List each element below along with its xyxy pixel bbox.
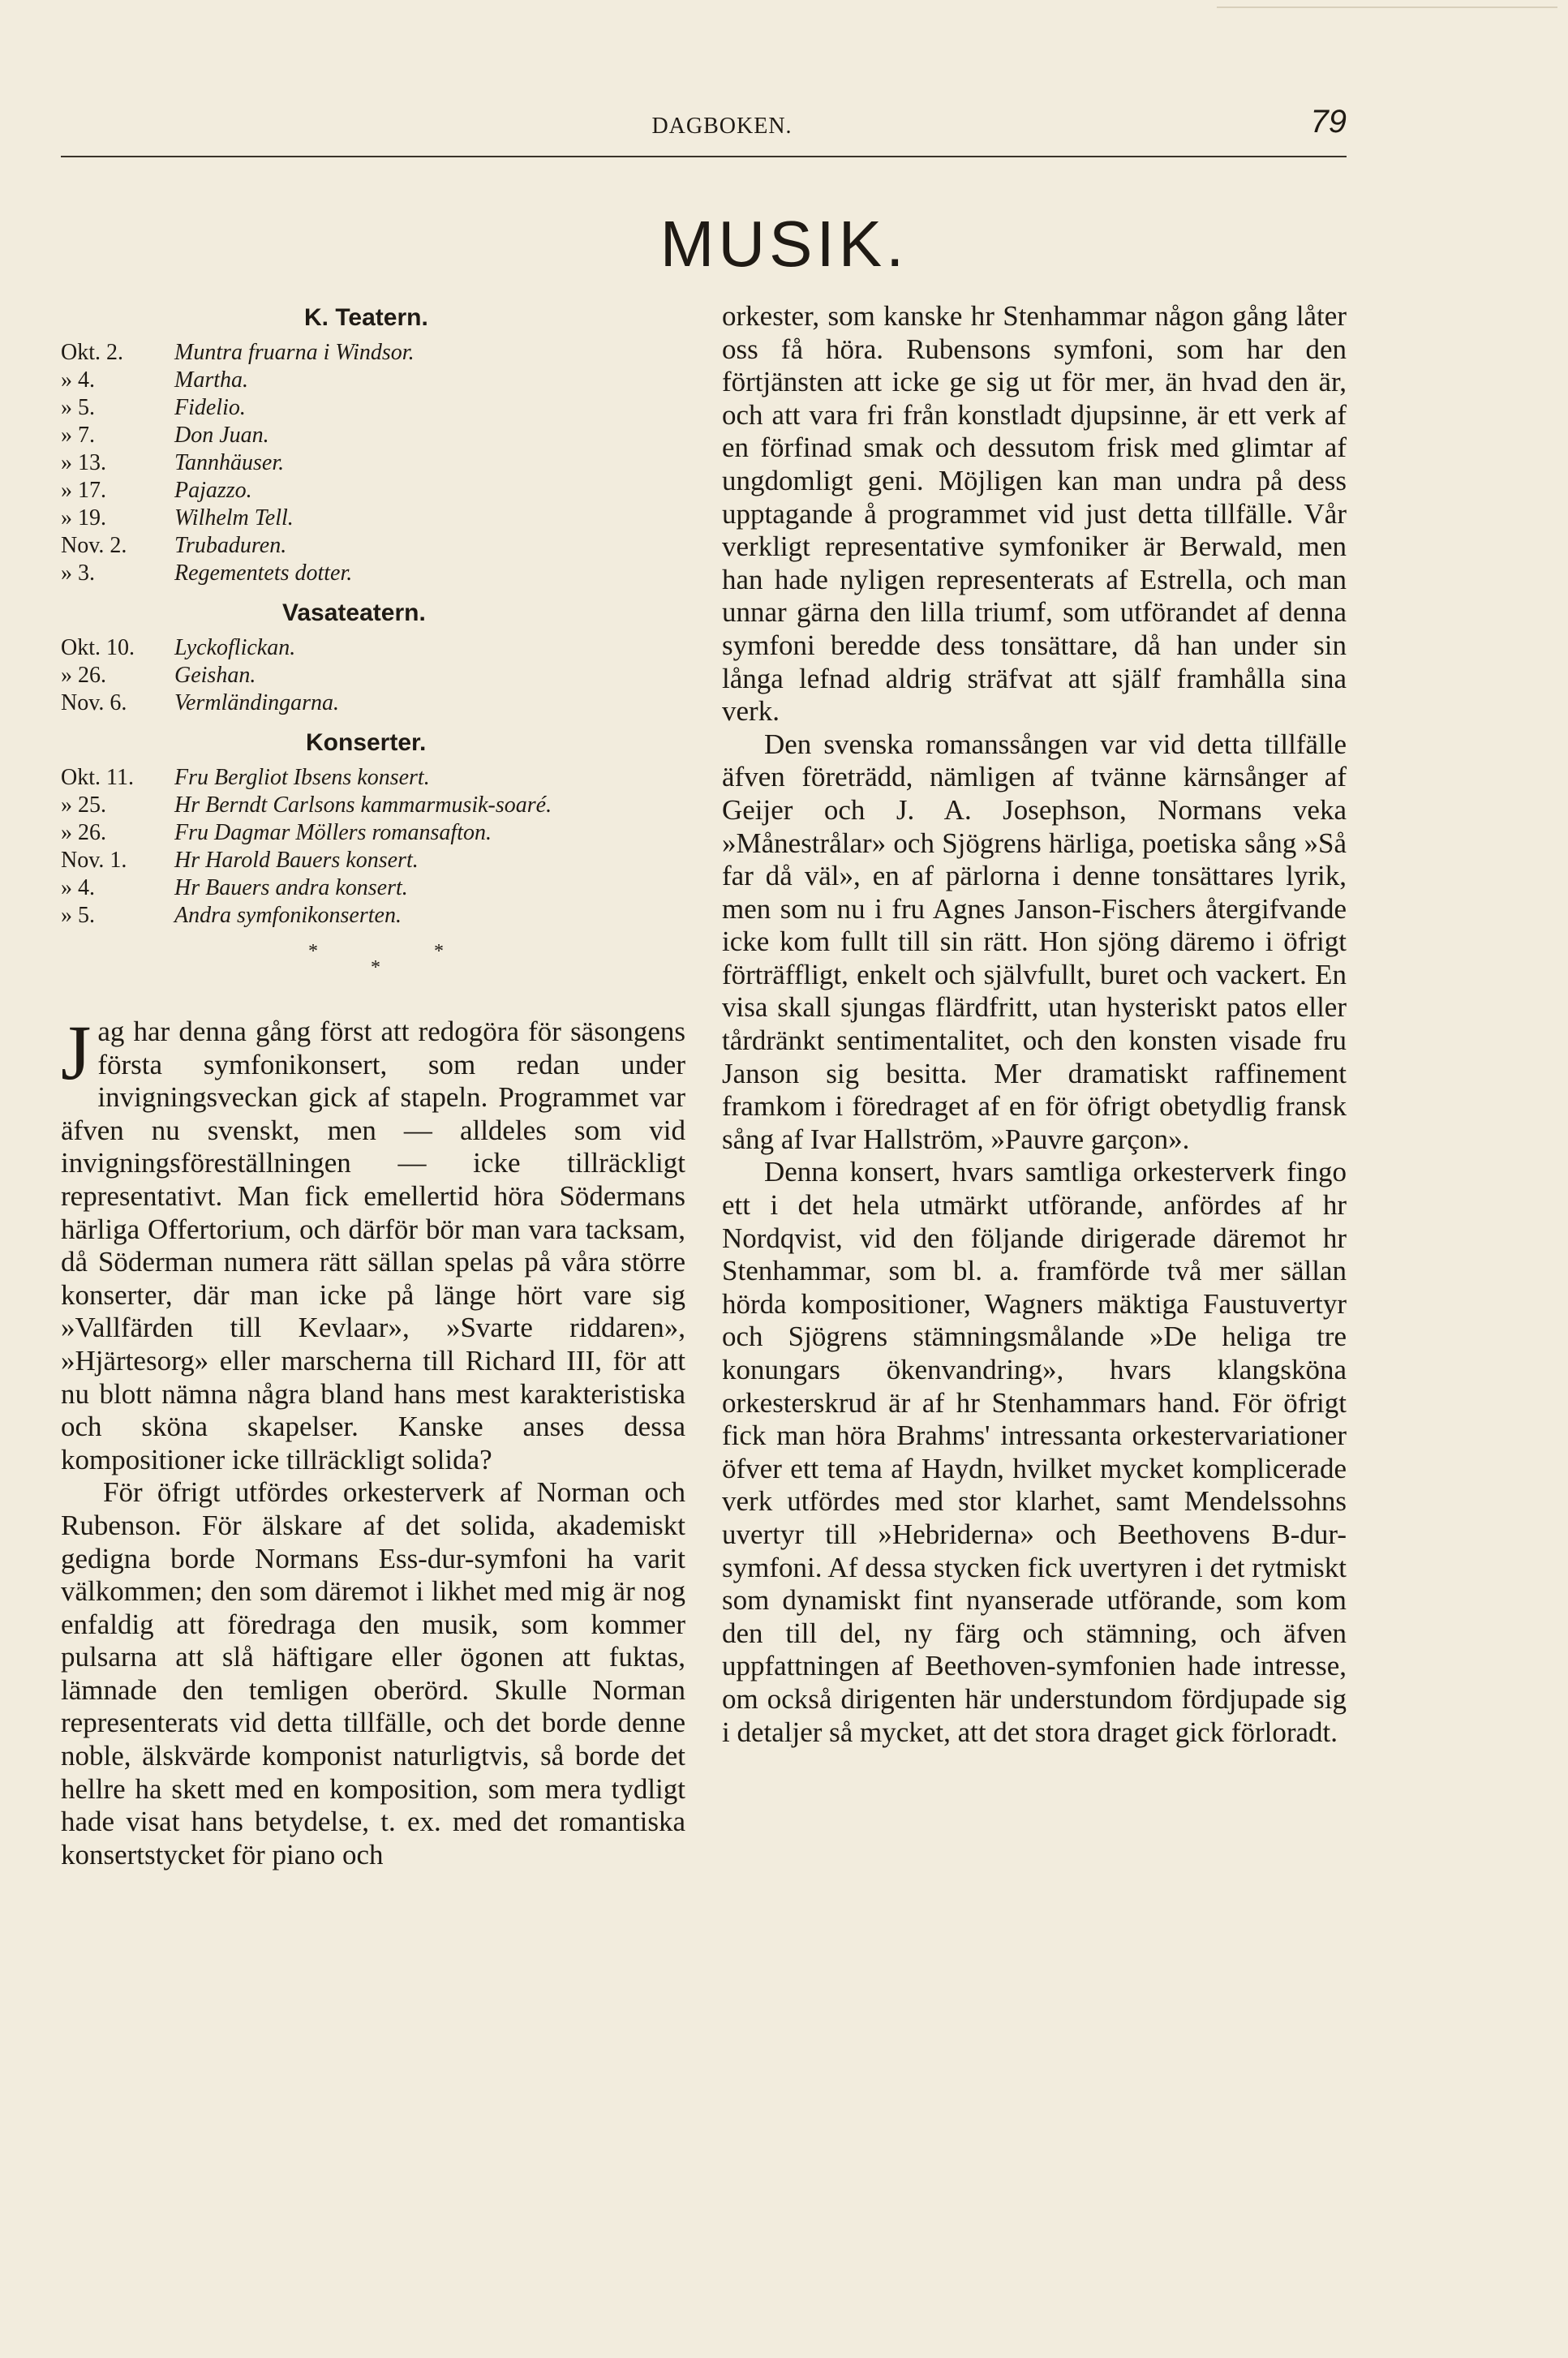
list-item — [61, 449, 685, 477]
listing-title: Tannhäuser. — [174, 450, 285, 475]
listing-date: » 19. — [61, 505, 106, 530]
list-item — [61, 532, 685, 560]
list-item — [61, 819, 685, 847]
page-title: MUSIK. — [659, 208, 909, 280]
listing-title: Vermländingarna. — [174, 690, 339, 715]
listing-title: Geishan. — [174, 663, 256, 688]
paragraph: Denna konsert, hvars samtliga orkesterverk fingo ett i det hela utmärkt utförande, anfördes af hr Nordqvist, vid den följande dirigerade däremot hr Stenhammar, som bl. a. framförde två mer sällan hörda kompositioner, Wagners mäktiga Faustuvertyr och Sjögrens stämningsmålande »De heliga tre konungars ökenvandring», hvars klangsköna orkesterskrud är af hr Stenhammars hand. För öfrigt fick man höra Brahms' intressanta orkestervariationer öfver ett tema af Haydn, hvilket mycket komplicerade verk utfördes med stor klarhet, samt Mendelssohns uvertyr till »Hebriderna» och Beethovens B-dur-symfoni. Af dessa stycken fick uvertyren i det rytmiskt som dynamiskt fint nyanserade utförande, som kom den till del, ny färg och stämning, och äfven uppfattningen af Beethoven-symfonien hade intresse, om också dirigenten här understundom fördjupade sig i detaljer så mycket, att det stora draget gick förloradt. — [722, 1156, 1347, 1748]
listing-title: Andra symfonikonserten. — [174, 903, 402, 928]
paragraph: orkester, som kanske hr Stenhammar någon gång låter oss få höra. Rubensons symfoni, som har den förtjänsten att icke ge sig ut för mer, än hvad den är, och att vara fri från konstladt djupsinne, är ett verk af en förfinad smak och dessutom frisk med glimtar af ungdomligt geni. Möjligen kan man undra på dess upptagande å programmet vid just detta tillfälle. Vår verkligt representative symfoniker är Berwald, men han hade nyligen representerats af Estrella, och man unnar gärna den lilla triumf, som utförandet af denna symfoni beredde dess tonsättare, då han under sin långa lefnad aldrig sträfvat att själf framhålla sina verk. — [722, 300, 1347, 728]
listing-title: Pajazzo. — [174, 478, 252, 503]
paragraph: För öfrigt utfördes orkesterverk af Norman och Rubenson. För älskare af det solida, akademiskt gedigna borde Normans Ess-dur-symfoni ha varit välkommen; den som däremot i likhet med mig är nog enfaldig att föredraga den musik, som kommer pulsarna att slå häftigare eller ögonen att fuktas, lämnade den temligen oberörd. Skulle Norman representerats vid detta tillfälle, och det borde denne noble, älskvärde komponist naturligtvis, så borde det hellre ha skett med en komposition, som mera tydligt hade visat hans betydelse, t. ex. med det romantiska konsertstycket för piano och — [61, 1476, 685, 1871]
listing-date: » 7. — [61, 423, 95, 448]
vasateatern-heading: Vasateatern. — [282, 599, 426, 626]
listing-title: Fru Dagmar Möllers romansafton. — [174, 820, 492, 845]
list-item — [61, 634, 685, 662]
paragraph-text: ag har denna gång först att redogöra för säsongens första symfonikonsert, som redan under invigningsveckan gick af stapeln. Programmet var äfven nu svenskt, men — alldeles som vid invigningsföreställningen — icke tillräckligt representativt. Man fick emellertid höra Södermans härliga Offertorium, och därför bör man vara tacksam, då Söderman numera rätt sällan spelas på våra större konserter, där man icke på länge hört vare sig »Vallfärden till Kevlaar», »Svarte riddaren», »Hjärtesorg» eller marscherna till Richard III, för att nu blott nämna några bland hans mest karakteristiska och sköna skapelser. Kanske anses dessa kompositioner icke tillräckligt solida? — [61, 1016, 685, 1475]
page-header — [61, 104, 1347, 154]
right-column — [722, 300, 1347, 1749]
list-item — [61, 874, 685, 902]
konserter-heading: Konserter. — [306, 729, 427, 756]
list-item — [61, 847, 685, 874]
listing-title: Fru Bergliot Ibsens konsert. — [174, 765, 430, 790]
list-item — [61, 764, 685, 792]
k-teatern-listing — [61, 339, 685, 587]
listing-date: Okt. 2. — [61, 340, 123, 365]
page-number: 79 — [1310, 104, 1347, 140]
listing-date: » 17. — [61, 478, 106, 503]
listing-title: Trubaduren. — [174, 533, 287, 558]
running-head: DAGBOKEN. — [651, 114, 793, 139]
paragraph: Den svenska romanssången var vid detta tillfälle äfven företrädd, nämligen af tvänne kärnsånger af Geijer och J. A. Josephson, Normans veka »Månestrålar» och Sjögrens härliga, poetiska sång »Så far då väl», en af pärlorna i denne tonsättares lyrik, men som nu i fru Agnes Janson-Fischers återgifvande icke kom fullt till sin rätt. Hon sjöng däremo i öfrigt förträffligt, enkelt och självfullt, buret och vackert. En visa skall sjungas flärdfritt, utan hysteriskt patos eller tårdränkt sentimentalitet, och den konsten visade fru Janson sig besitta. Mer dramatiskt raffinement framkom i föredraget af en för öfrigt obetydlig fransk sång af Ivar Hallström, »Pauvre garçon». — [722, 728, 1347, 1155]
k-teatern-heading: K. Teatern. — [304, 304, 428, 331]
left-column — [61, 300, 685, 1871]
paragraph — [61, 1009, 685, 1476]
list-item — [61, 792, 685, 819]
listing-date: Okt. 11. — [61, 765, 134, 790]
listing-date: » 5. — [61, 395, 95, 420]
listing-date: Nov. 6. — [61, 690, 127, 715]
list-item — [61, 505, 685, 532]
listing-title: Muntra fruarna i Windsor. — [174, 340, 415, 365]
list-item — [61, 560, 685, 587]
listing-date: » 13. — [61, 450, 106, 475]
listing-date: Okt. 10. — [61, 635, 135, 660]
header-rule — [61, 156, 1347, 157]
listing-title: Wilhelm Tell. — [174, 505, 294, 530]
separator-star: * — [371, 957, 380, 978]
list-item — [61, 689, 685, 717]
list-item — [61, 477, 685, 505]
listing-title: Fidelio. — [174, 395, 246, 420]
listing-title: Lyckoflickan. — [174, 635, 296, 660]
separator-star: * — [308, 941, 318, 962]
list-item — [61, 339, 685, 367]
list-item — [61, 422, 685, 449]
separator-star: * — [434, 941, 444, 962]
left-body-text — [61, 1009, 685, 1871]
listing-title: Hr Bauers andra konsert. — [174, 875, 408, 900]
listing-date: » 3. — [61, 561, 95, 586]
drop-cap: J — [61, 1009, 92, 1096]
listing-date: » 26. — [61, 663, 106, 688]
listing-date: » 25. — [61, 792, 106, 818]
listing-date: » 4. — [61, 367, 95, 393]
listing-date: » 26. — [61, 820, 106, 845]
list-item — [61, 367, 685, 394]
listing-title: Hr Harold Bauers konsert. — [174, 848, 419, 873]
list-item — [61, 902, 685, 930]
konserter-listing — [61, 764, 685, 930]
listing-title: Regementets dotter. — [174, 561, 353, 586]
listing-title: Martha. — [174, 367, 248, 393]
listing-date: » 5. — [61, 903, 95, 928]
vasateatern-listing — [61, 634, 685, 717]
listing-date: » 4. — [61, 875, 95, 900]
listing-title: Don Juan. — [174, 423, 269, 448]
listing-date: Nov. 1. — [61, 848, 127, 873]
list-item — [61, 662, 685, 689]
listing-title: Hr Berndt Carlsons kammarmusik-soaré. — [174, 792, 552, 818]
page-edge — [1217, 6, 1557, 8]
section-separator — [61, 941, 685, 981]
listing-date: Nov. 2. — [61, 533, 127, 558]
right-body-text — [722, 300, 1347, 1749]
list-item — [61, 394, 685, 422]
